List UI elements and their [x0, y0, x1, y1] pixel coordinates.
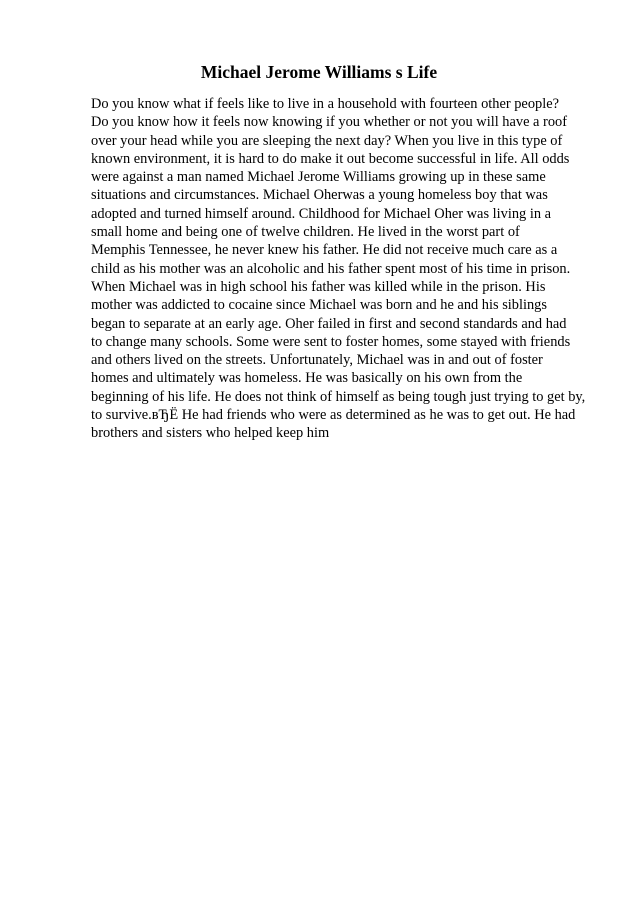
body-line: over your head while you are sleeping the next day? When you live in this type of	[91, 132, 563, 149]
body-line: Do you know how it feels now knowing if you whether or not you will have a roof	[91, 114, 568, 131]
body-line: to change many schools. Some were sent to foster homes, some stayed with friends	[91, 333, 571, 350]
body-line: Memphis Tennessee, he never knew his father. He did not receive much care as a	[91, 242, 558, 259]
body-line: child as his mother was an alcoholic and his father spent most of his time in prison.	[91, 260, 571, 277]
body-line: beginning of his life. He does not think of himself as being tough just trying to get by,	[91, 388, 586, 405]
body-line: situations and circumstances. Michael Oherwas a young homeless boy that was	[91, 187, 548, 204]
body-line: homes and ultimately was homeless. He was basically on his own from the	[91, 370, 523, 387]
body-line: known environment, it is hard to do make it out become successful in life. All odds	[91, 150, 570, 167]
body-line: small home and being one of twelve children. He lived in the worst part of	[91, 224, 520, 241]
body-line: When Michael was in high school his father was killed while in the prison. His	[91, 278, 546, 295]
body-line: mother was addicted to cocaine since Michael was born and he and his siblings	[91, 297, 547, 314]
body-line: and others lived on the streets. Unfortunately, Michael was in and out of foster	[91, 352, 543, 369]
body-line: were against a man named Michael Jerome Williams growing up in these same	[91, 169, 546, 186]
body-line: brothers and sisters who helped keep him	[91, 425, 330, 442]
body-line: adopted and turned himself around. Childhood for Michael Oher was living in a	[91, 205, 551, 222]
document-title: Michael Jerome Williams s Life	[200, 62, 438, 82]
body-line: began to separate at an early age. Oher failed in first and second standards and had	[91, 315, 567, 332]
document-body	[91, 95, 601, 443]
body-line: to survive.вЂЁ He had friends who were as determined as he was to get out. He had	[91, 407, 576, 424]
body-line: Do you know what if feels like to live in a household with fourteen other people?	[91, 96, 559, 112]
